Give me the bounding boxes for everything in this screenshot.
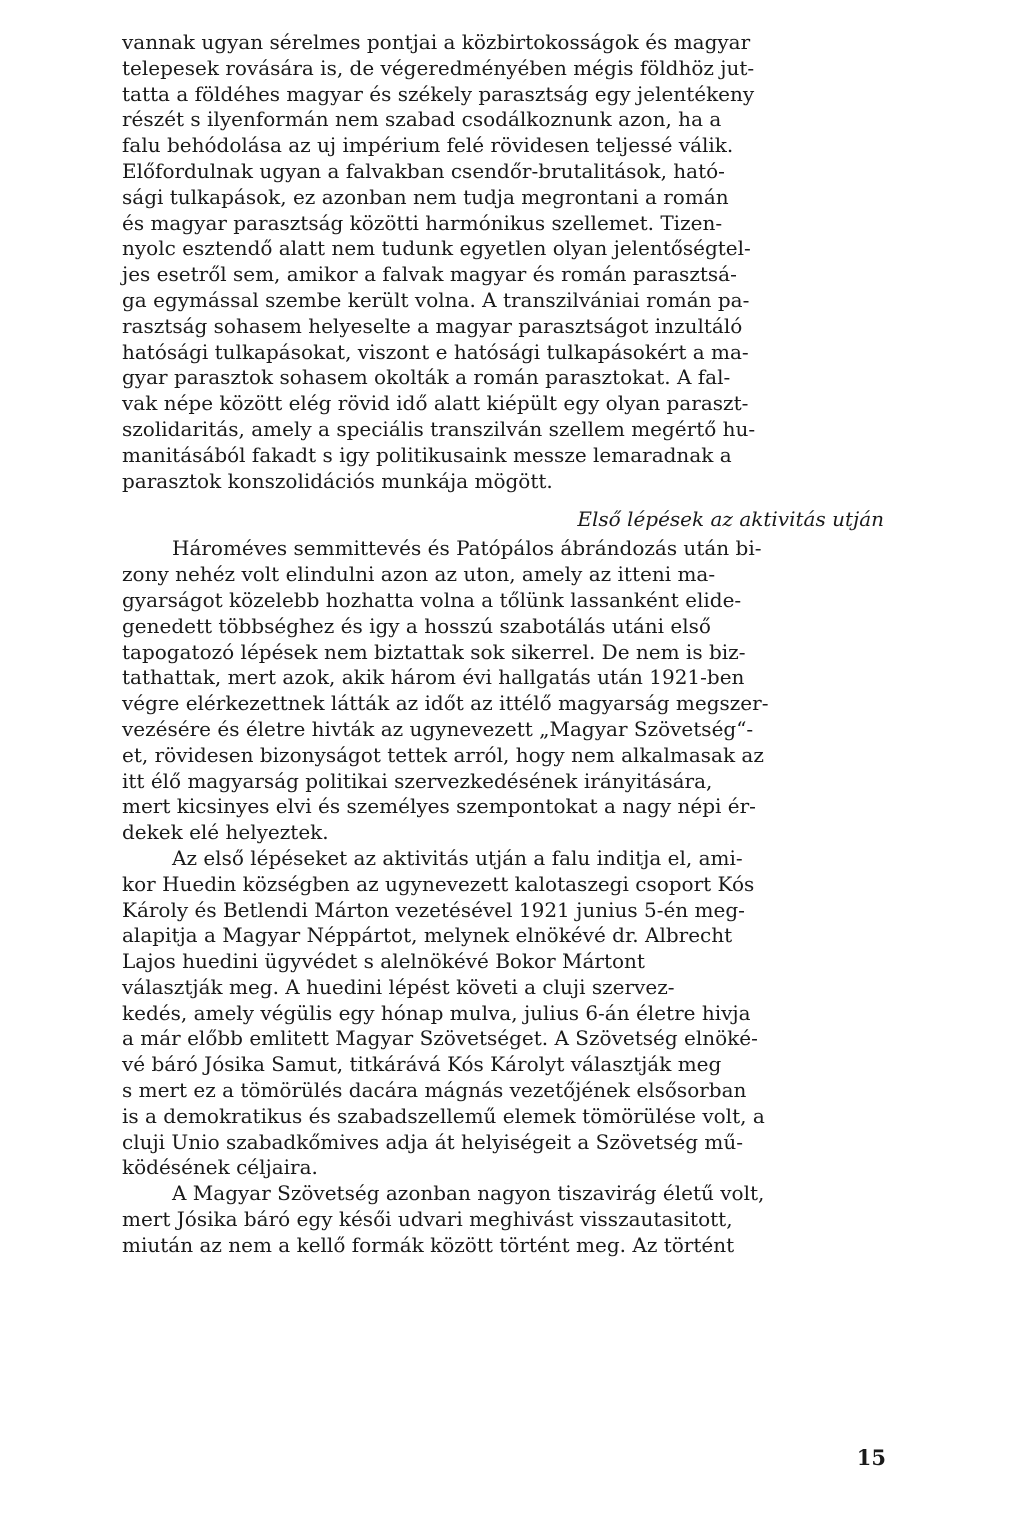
- text-line: hatósági tulkapásokat, viszont e hatósági tulkapásokért a ma-: [122, 339, 749, 364]
- text-line: A Magyar Szövetség azonban nagyon tiszavirág életű volt,: [172, 1181, 765, 1206]
- text-line: is a demokratikus és szabadszellemű elemek tömörülése volt, a: [122, 1103, 765, 1128]
- text-line: Lajos huedini ügyvédet s alelnökévé Bokor Mártont: [122, 949, 645, 974]
- page-number: 15: [856, 1445, 886, 1470]
- paragraph-continued: [122, 30, 884, 494]
- text-line: vé báró Jósika Samut, titkárává Kós Károlyt választják meg: [122, 1052, 722, 1077]
- text-line: Hároméves semmittevés és Patópálos ábrándozás után bi-: [172, 536, 762, 561]
- text-line: manitásából fakadt s igy politikusaink messze lemaradnak a: [122, 442, 732, 467]
- text-line: részét s ilyenformán nem szabad csodálkoznunk azon, ha a: [122, 107, 722, 132]
- text-line: és magyar parasztság közötti harmónikus szellemet. Tizen-: [122, 210, 723, 235]
- text-line: vezésére és életre hivták az ugynevezett „Magyar Szövetség“-: [122, 716, 754, 741]
- text-line: ködésének céljaira.: [122, 1155, 318, 1180]
- text-line: gyar parasztok sohasem okolták a román parasztokat. A fal-: [122, 365, 731, 390]
- paragraph-first-steps: [122, 536, 884, 846]
- text-line: ga egymással szembe került volna. A transzilvániai román pa-: [122, 287, 750, 312]
- text-line: tapogatozó lépések nem biztattak sok sikerrel. De nem is biz-: [122, 639, 746, 664]
- text-line: a már előbb emlitett Magyar Szövetséget. A Szövetség elnöké-: [122, 1026, 758, 1051]
- text-line: rasztság sohasem helyeselte a magyar parasztságot inzultáló: [122, 313, 743, 338]
- text-line: Előfordulnak ugyan a falvakban csendőr-brutalitások, ható-: [122, 158, 725, 183]
- text-line: s mert ez a tömörülés dacára mágnás vezetőjének elsősorban: [122, 1078, 747, 1103]
- text-line: dekek elé helyeztek.: [122, 820, 329, 845]
- text-line: választják meg. A huedini lépést követi a cluji szervez-: [122, 974, 675, 999]
- text-line: miután az nem a kellő formák között történt meg. Az történt: [122, 1232, 735, 1257]
- text-line: parasztok konszolidációs munkája mögött.: [122, 468, 553, 493]
- text-line: genedett többséghez és igy a hosszú szabotálás utáni első: [122, 613, 711, 638]
- text-line: gyarságot közelebb hozhatta volna a tőlünk lassanként elide-: [122, 587, 742, 612]
- text-line: szolidaritás, amely a speciális transzilván szellem megértő hu-: [122, 416, 756, 441]
- text-line: et, rövidesen bizonyságot tettek arról, hogy nem alkalmasak az: [122, 742, 764, 767]
- paragraph-huedin: [122, 846, 884, 1181]
- text-line: cluji Unio szabadkőmives adja át helyiségeit a Szövetség mű-: [122, 1129, 743, 1154]
- section-heading: Első lépések az aktivitás utján: [577, 507, 884, 532]
- text-line: zony nehéz volt elindulni azon az uton, amely az itteni ma-: [122, 562, 716, 587]
- text-line: telepesek rovására is, de végeredményében mégis földhöz jut-: [122, 55, 755, 80]
- text-line: Az első lépéseket az aktivitás utján a falu inditja el, ami-: [172, 845, 743, 870]
- text-line: vannak ugyan sérelmes pontjai a közbirtokosságok és magyar: [122, 30, 751, 54]
- text-line: alapitja a Magyar Néppártot, melynek elnökévé dr. Albrecht: [122, 923, 733, 948]
- text-line: tatta a földéhes magyar és székely parasztság egy jelentékeny: [122, 81, 755, 106]
- text-line: falu behódolása az uj impérium felé rövidesen teljessé válik.: [122, 133, 734, 158]
- text-line: Károly és Betlendi Márton vezetésével 1921 junius 5-én meg-: [122, 897, 745, 922]
- text-line: tathattak, mert azok, akik három évi hallgatás után 1921-ben: [122, 665, 745, 690]
- text-line: végre elérkezettnek látták az időt az ittélő magyarság megszer-: [122, 691, 769, 716]
- text-line: mert Jósika báró egy késői udvari meghivást visszautasitott,: [122, 1207, 733, 1232]
- text-column: [122, 30, 884, 1259]
- text-line: itt élő magyarság politikai szervezkedésének irányitására,: [122, 768, 713, 793]
- paragraph-szovetseg: [122, 1181, 884, 1258]
- text-line: jes esetről sem, amikor a falvak magyar és román parasztsá-: [122, 262, 737, 287]
- text-line: vak népe között elég rövid idő alatt kiépült egy olyan paraszt-: [122, 391, 749, 416]
- text-line: kor Huedin községben az ugynevezett kalotaszegi csoport Kós: [122, 871, 755, 896]
- text-line: sági tulkapások, ez azonban nem tudja megrontani a román: [122, 184, 729, 209]
- text-line: nyolc esztendő alatt nem tudunk egyetlen olyan jelentőségtel-: [122, 236, 751, 261]
- text-line: mert kicsinyes elvi és személyes szempontokat a nagy népi ér-: [122, 794, 756, 819]
- text-line: kedés, amely végülis egy hónap mulva, julius 6-án életre hivja: [122, 1000, 751, 1025]
